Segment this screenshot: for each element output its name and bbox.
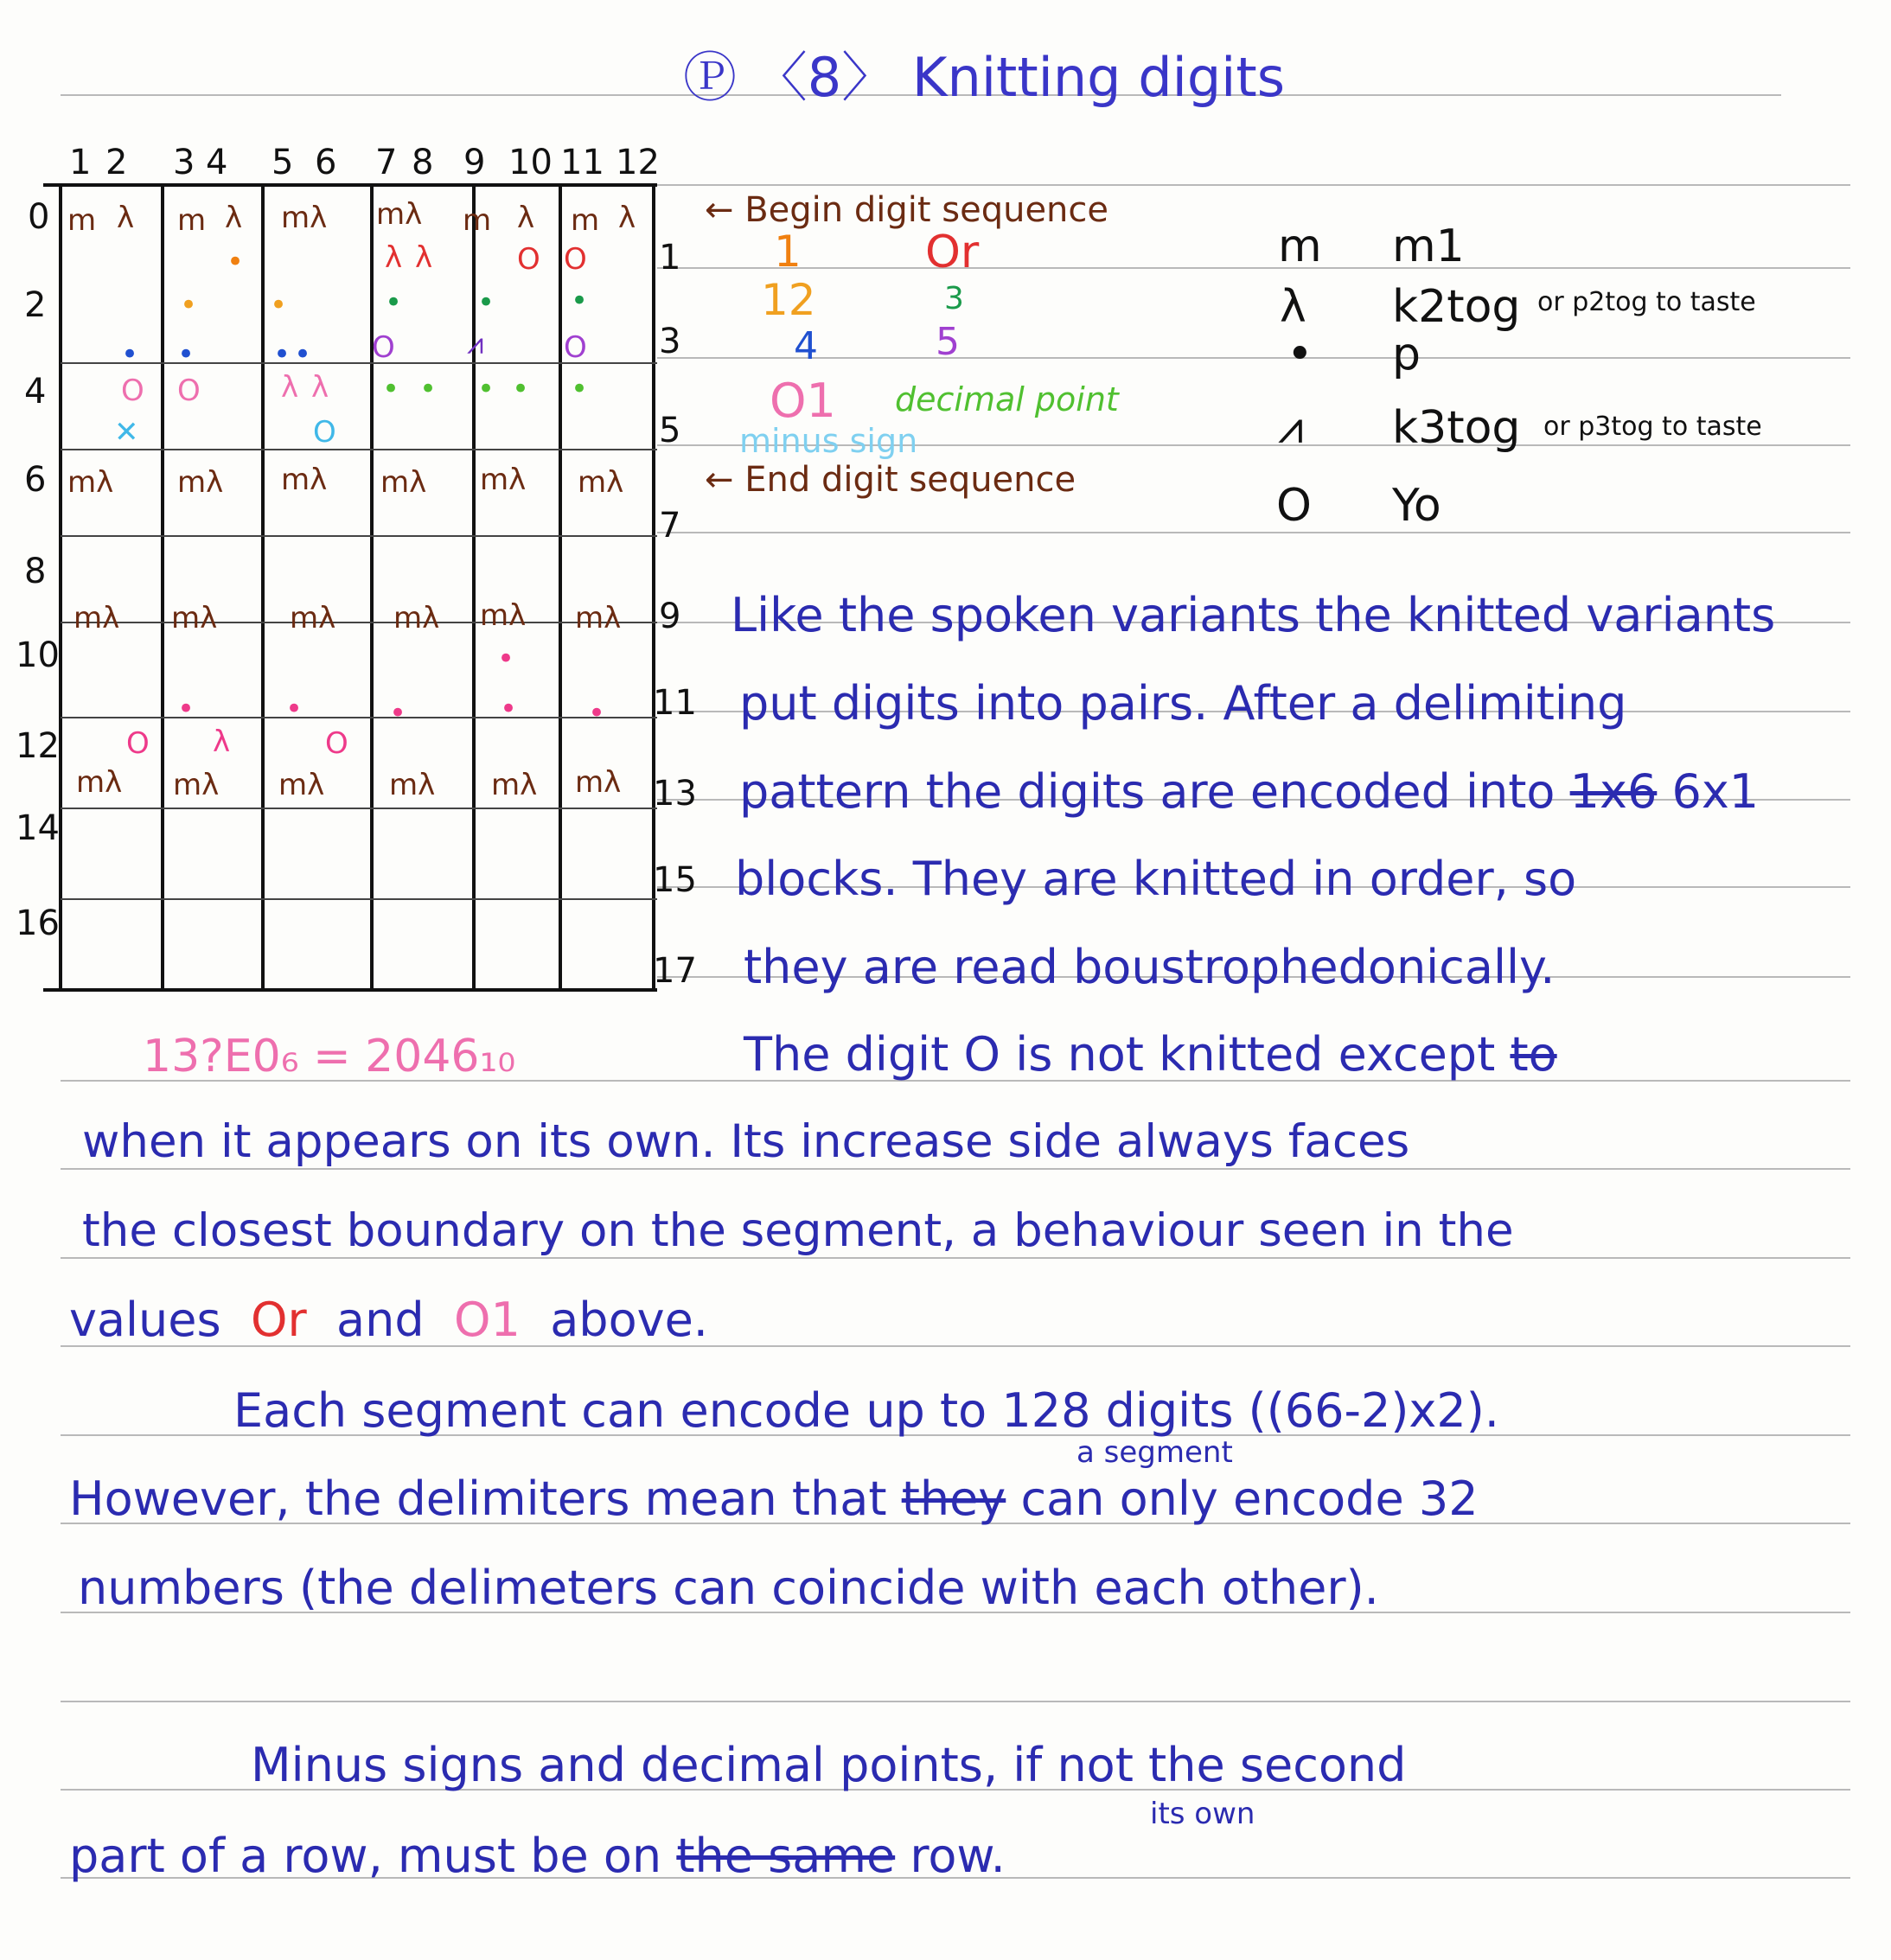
stitch-ml: mλ <box>171 601 218 635</box>
stitch-purl: • <box>497 642 515 676</box>
stitch-yo: O <box>517 242 540 277</box>
stitch-purl: • <box>180 288 198 322</box>
row-number: 9 <box>659 597 681 636</box>
key-k3tog-symbol: ⩘ <box>1278 402 1304 454</box>
row-number: 10 <box>16 635 60 675</box>
stitch-purl: • <box>285 692 303 726</box>
row-number: 1 <box>659 238 681 278</box>
row-number: 3 <box>659 322 681 361</box>
paragraph-text: O <box>963 1027 1001 1082</box>
stitch-m: m <box>571 203 600 238</box>
paragraph-line: they are read boustrophedonically. <box>744 940 1556 994</box>
paragraph-line: the closest boundary on the segment, a behaviour seen in the <box>82 1204 1514 1257</box>
example-conversion: 13?E0₆ = 2046₁₀ <box>143 1031 516 1082</box>
key-m-symbol: m <box>1278 220 1322 272</box>
stitch-purl: • <box>477 372 495 406</box>
key-lambda-symbol: λ <box>1280 281 1306 333</box>
stitch-ml: mλ <box>575 601 622 635</box>
chart-grid <box>43 185 657 990</box>
stitch-lambda: λ <box>311 370 329 405</box>
stitch-purl: • <box>477 285 495 320</box>
stitch-ml: mλ <box>491 768 538 802</box>
stitch-ml: mλ <box>480 463 527 497</box>
column-number: 3 <box>173 143 195 182</box>
stitch-purl: • <box>500 692 518 726</box>
paragraph-text: can only encode 32 <box>1020 1472 1479 1526</box>
paragraph-line: numbers (the delimeters can coincide with each other). <box>78 1561 1379 1615</box>
value-01: O1 <box>453 1293 521 1347</box>
begin-sequence-label: ← Begin digit sequence <box>705 190 1109 230</box>
column-number: 1 <box>69 143 92 182</box>
stitch-ml: mλ <box>173 768 220 802</box>
stitch-ml: mλ <box>281 201 328 235</box>
row-number: 7 <box>659 506 681 546</box>
stitch-yo: O <box>177 373 201 408</box>
row-number: 16 <box>16 903 60 943</box>
column-number: 9 <box>463 143 486 182</box>
paragraph-line: Each segment can encode up to 128 digits ((66-2)x2). <box>233 1383 1499 1438</box>
stitch-yo: O <box>372 330 395 365</box>
digit-3-label: 3 <box>944 281 964 316</box>
struck-text: the same <box>676 1829 896 1883</box>
paragraph-line <box>69 1829 1006 1883</box>
stitch-yo: O <box>126 726 150 761</box>
paragraph-line: blocks. They are knitted in order, so <box>735 852 1577 906</box>
stitch-ml: mλ <box>393 601 440 635</box>
digit-1-label: 1 <box>774 227 802 277</box>
key-purl-text: p <box>1392 329 1421 380</box>
stitch-ml: mλ <box>76 765 123 800</box>
paragraph-line: Minus signs and decimal points, if not the second <box>251 1738 1407 1792</box>
stitch-k3tog: ⩘ <box>467 327 484 361</box>
stitch-purl: • <box>294 337 312 372</box>
key-lambda-text: k2tog <box>1392 281 1521 333</box>
paragraph-text: The digit <box>744 1027 949 1082</box>
stitch-purl: • <box>382 372 400 406</box>
row-number: 17 <box>653 951 697 991</box>
row-number: 6 <box>24 460 47 500</box>
paragraph-text: However, the delimiters mean that <box>69 1472 887 1526</box>
key-lambda-note: or p2tog to taste <box>1537 287 1756 317</box>
stitch-purl: • <box>177 337 195 372</box>
paragraph-text: part of a row, must be on <box>69 1829 662 1883</box>
paragraph-text: row. <box>910 1829 1006 1883</box>
paragraph-line <box>69 1472 1479 1526</box>
row-number: 13 <box>653 774 697 814</box>
column-number: 2 <box>105 143 128 182</box>
row-number: 15 <box>653 860 697 900</box>
digit-01-label: O1 <box>770 373 836 428</box>
stitch-ml: mλ <box>389 768 436 802</box>
stitch-ml: mλ <box>73 601 120 635</box>
paragraph-text: values <box>69 1293 221 1347</box>
paragraph-text: pattern the digits are encoded into <box>739 764 1556 819</box>
paragraph-text: is not knitted except <box>1015 1027 1496 1082</box>
row-number: 8 <box>24 552 47 591</box>
stitch-purl: • <box>385 285 403 320</box>
page-title: Ⓟ 〈8〉 Knitting digits <box>683 46 1286 109</box>
key-yo-symbol: O <box>1276 480 1312 532</box>
decimal-point-label: decimal point <box>895 380 1119 418</box>
stitch-purl: • <box>389 696 407 731</box>
stitch-yo: O <box>121 373 144 408</box>
stitch-purl: • <box>571 284 589 318</box>
key-purl-symbol: • <box>1287 329 1313 380</box>
stitch-purl: • <box>571 372 589 406</box>
stitch-minus: ✕ <box>114 415 139 450</box>
inserted-text: a segment <box>1076 1435 1233 1470</box>
stitch-lambda: λ <box>213 725 231 759</box>
digit-0r-label: Or <box>925 227 980 278</box>
column-number: 8 <box>412 143 434 182</box>
column-number: 5 <box>272 143 294 182</box>
stitch-yo: O <box>325 726 348 761</box>
stitch-ml: mλ <box>480 598 527 633</box>
row-number: 14 <box>16 808 60 848</box>
stitch-purl: • <box>227 245 245 279</box>
inserted-text: its own <box>1150 1797 1255 1831</box>
stitch-purl: • <box>419 372 438 406</box>
stitch-ml: mλ <box>281 463 328 497</box>
row-number: 4 <box>24 372 47 412</box>
stitch-ml: mλ <box>380 465 427 500</box>
row-number: 2 <box>24 285 47 325</box>
paragraph-text: 6x1 <box>1671 764 1760 819</box>
paragraph-line <box>739 764 1759 819</box>
stitch-yo: O <box>564 242 587 277</box>
end-sequence-label: ← End digit sequence <box>705 460 1076 500</box>
stitch-m: m <box>177 203 207 238</box>
stitch-ml: mλ <box>278 768 325 802</box>
column-number: 4 <box>206 143 228 182</box>
stitch-lambda: λ <box>225 201 243 235</box>
struck-text: they <box>901 1472 1006 1526</box>
stitch-purl: • <box>512 372 530 406</box>
stitch-lambda: λ <box>517 201 535 235</box>
struck-text: 1x6 <box>1569 764 1658 819</box>
stitch-purl: • <box>270 288 288 322</box>
column-number: 12 <box>616 143 660 182</box>
column-number: 10 <box>508 143 553 182</box>
digit-5-label: 5 <box>936 320 960 364</box>
stitch-ml: mλ <box>376 197 423 232</box>
paragraph-line <box>744 1027 1557 1082</box>
struck-text: to <box>1510 1027 1557 1082</box>
stitch-lambda: λ <box>385 240 403 275</box>
paragraph-text: and <box>336 1293 425 1347</box>
stitch-lambda: λ <box>281 370 299 405</box>
key-k3tog-text: k3tog <box>1392 402 1521 454</box>
stitch-yo: O <box>564 330 587 365</box>
stitch-purl: • <box>588 696 606 731</box>
minus-sign-label: minus sign <box>739 422 918 460</box>
key-m-text: m1 <box>1392 220 1465 272</box>
stitch-ml: mλ <box>575 765 622 800</box>
digit-4-label: 4 <box>794 324 818 368</box>
stitch-m: m <box>67 203 97 238</box>
row-number: 11 <box>653 683 697 723</box>
row-number: 12 <box>16 726 60 766</box>
stitch-purl: • <box>273 337 291 372</box>
paragraph-line <box>69 1293 708 1347</box>
stitch-lambda: λ <box>415 240 433 275</box>
digit-12-label: 12 <box>761 275 816 325</box>
stitch-m: m <box>463 203 492 238</box>
key-yo-text: Yo <box>1392 480 1441 532</box>
stitch-lambda: λ <box>618 201 636 235</box>
paragraph-text: above. <box>550 1293 708 1347</box>
paragraph-line: Like the spoken variants the knitted variants <box>731 588 1776 642</box>
stitch-yo: O <box>313 415 336 450</box>
stitch-lambda: λ <box>117 201 135 235</box>
column-number: 6 <box>315 143 337 182</box>
key-k3tog-note: or p3tog to taste <box>1543 412 1762 442</box>
stitch-ml: mλ <box>67 465 114 500</box>
row-number: 5 <box>659 411 681 450</box>
paragraph-line: put digits into pairs. After a delimiting <box>739 676 1627 731</box>
stitch-ml: mλ <box>578 465 624 500</box>
paragraph-line: when it appears on its own. Its increase side always faces <box>82 1115 1410 1168</box>
row-number: 0 <box>28 197 50 237</box>
value-0r: Or <box>250 1293 307 1347</box>
stitch-purl: • <box>177 692 195 726</box>
column-number: 11 <box>560 143 604 182</box>
column-number: 7 <box>375 143 398 182</box>
stitch-ml: mλ <box>177 465 224 500</box>
stitch-purl: • <box>121 337 139 372</box>
stitch-ml: mλ <box>290 601 336 635</box>
